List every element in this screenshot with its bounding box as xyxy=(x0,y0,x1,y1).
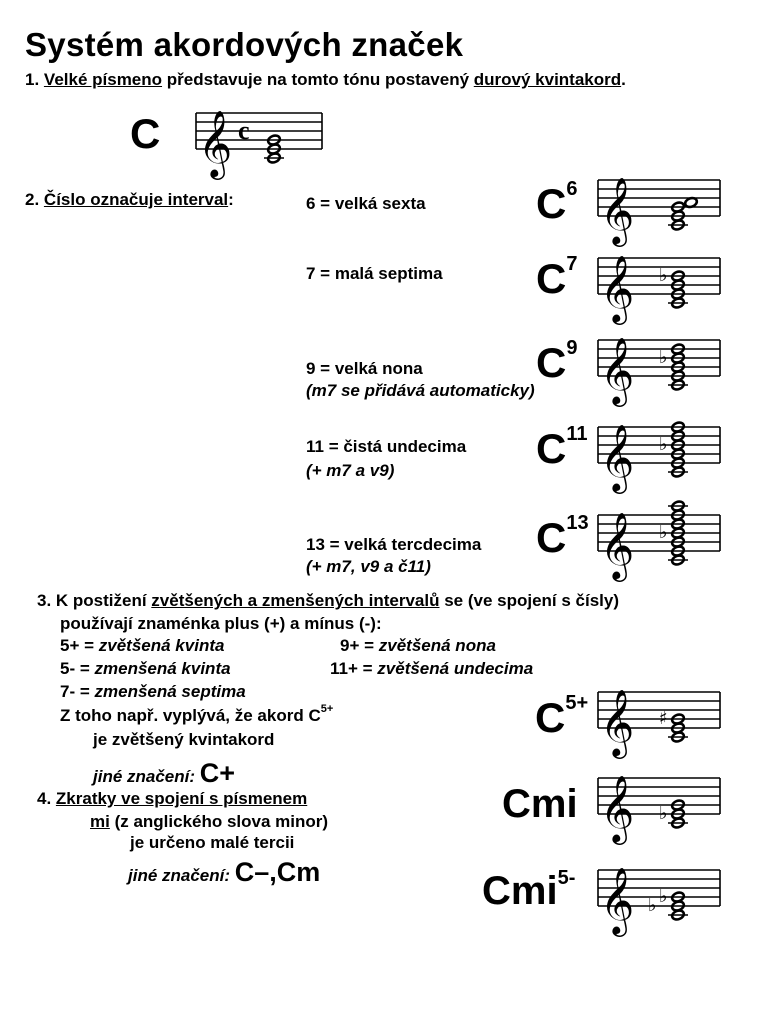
term-zkratky: Zkratky ve spojení s písmenem xyxy=(55,789,308,808)
def-11-plus xyxy=(330,659,533,679)
section-3-line-1 xyxy=(37,591,619,611)
chord-c6-sup: 6 xyxy=(566,178,578,200)
example-sup: 5+ xyxy=(320,703,334,715)
def-7-minus-sym: 7- = xyxy=(60,682,95,701)
flat-icon: ♭ xyxy=(659,522,668,543)
interval-9-note: (m7 se přidává automaticky) xyxy=(306,381,535,400)
def-7-minus xyxy=(60,682,246,702)
chord-c9-letter: C xyxy=(536,339,567,386)
chord-c7-sup: 7 xyxy=(566,253,578,275)
chord-cmi5minus-symbol xyxy=(482,869,575,914)
interval-9-text: 9 = velká nona xyxy=(306,359,423,378)
chord-cmi5minus-sup: 5- xyxy=(557,867,576,889)
alt-aug-label: jiné značení: xyxy=(93,767,200,786)
term-mi: mi xyxy=(90,812,110,831)
chord-cmi-symbol: Cmi xyxy=(502,782,578,826)
chord-c11-letter: C xyxy=(536,425,567,472)
staff-c-diminished xyxy=(594,848,724,933)
chord-c6-letter: C xyxy=(536,180,567,227)
flat-icon: ♭ xyxy=(659,347,668,368)
chord-c13-sup: 13 xyxy=(566,512,589,534)
chord-c11-symbol xyxy=(536,425,588,473)
staff-c11 xyxy=(594,405,724,490)
interval-6-text: 6 = velká sexta xyxy=(306,194,426,213)
staff-c13 xyxy=(594,493,724,578)
interval-7-text: 7 = malá septima xyxy=(306,264,443,283)
def-5-minus-desc: zmenšená kvinta xyxy=(94,659,231,678)
treble-clef-icon: 𝄞 xyxy=(600,688,635,756)
section-1-text xyxy=(25,70,626,90)
section-1-end: . xyxy=(621,70,626,89)
chord-c7-symbol xyxy=(536,255,577,303)
section-4-number: 4. xyxy=(37,789,56,808)
alt-minor-label: jiné značení: xyxy=(128,866,235,885)
chord-c13-letter: C xyxy=(536,514,567,561)
interval-13-text: 13 = velká tercdecima xyxy=(306,535,482,554)
staff-c-minor xyxy=(594,756,724,841)
def-5-minus-sym: 5- = xyxy=(60,659,95,678)
staff-c-major-common-time xyxy=(192,95,327,175)
treble-clef-icon: 𝄞 xyxy=(600,774,635,842)
term-durovy-kvintakord: durový kvintakord xyxy=(473,70,622,89)
chord-symbol-c: C xyxy=(130,110,161,157)
chord-c7-letter: C xyxy=(536,255,567,302)
example-text: Z toho např. vyplývá, že akord C xyxy=(60,706,321,725)
chord-c9-symbol xyxy=(536,339,577,387)
chord-c5plus-letter: C xyxy=(535,694,566,741)
flat-icon: ♭ xyxy=(648,895,657,916)
def-9-plus-desc: zvětšená nona xyxy=(378,636,496,655)
section-3-line-2: používají znaménka plus (+) a mínus (-): xyxy=(60,614,382,633)
interval-13-note: (+ m7, v9 a č11) xyxy=(306,557,431,576)
term-cislo-oznacuje-interval: Číslo označuje interval xyxy=(43,190,229,209)
alt-notation-aug xyxy=(93,758,235,789)
section-1-mid: představuje na tomto tónu postavený xyxy=(162,70,474,89)
page-title: Systém akordových značek xyxy=(25,26,464,63)
treble-clef-icon: 𝄞 xyxy=(600,511,635,579)
treble-clef-icon: 𝄞 xyxy=(198,109,233,177)
term-velke-pismeno: Velké písmeno xyxy=(43,70,163,89)
example-line-2: je zvětšený kvintakord xyxy=(93,730,275,749)
section-4-minor: (z anglického slova minor) xyxy=(109,812,329,831)
staff-c7 xyxy=(594,236,724,321)
flat-icon: ♭ xyxy=(659,886,668,907)
treble-clef-icon: 𝄞 xyxy=(600,254,635,322)
treble-clef-icon: 𝄞 xyxy=(600,176,635,244)
section-4-line-2 xyxy=(90,812,328,832)
chord-cmi5minus-letters: Cmi xyxy=(482,869,558,913)
chord-c13-symbol xyxy=(536,514,589,562)
section-3-intro: 3. K postižení xyxy=(37,591,152,610)
flat-icon: ♭ xyxy=(659,265,668,286)
term-zvetsenych-zmensenych: zvětšených a zmenšených intervalů xyxy=(151,591,440,610)
interval-11-text: 11 = čistá undecima xyxy=(306,437,467,456)
alt-notation-minor xyxy=(128,857,320,888)
chord-c9-sup: 9 xyxy=(566,337,578,359)
section-2-colon: : xyxy=(228,190,234,209)
chord-c5plus-sup: 5+ xyxy=(565,692,589,714)
common-time-icon: c xyxy=(238,116,250,145)
def-5-plus-sym: 5+ = xyxy=(60,636,99,655)
sharp-icon: ♯ xyxy=(659,708,668,729)
treble-clef-icon: 𝄞 xyxy=(600,423,635,491)
staff-c9 xyxy=(594,318,724,403)
treble-clef-icon: 𝄞 xyxy=(600,866,635,934)
def-5-plus xyxy=(60,636,224,656)
def-7-minus-desc: zmenšená septima xyxy=(94,682,246,701)
treble-clef-icon: 𝄞 xyxy=(600,336,635,404)
chord-c11-sup: 11 xyxy=(566,423,588,445)
chord-c6-symbol xyxy=(536,180,577,228)
section-1-number: 1. xyxy=(25,70,40,89)
section-2-number: 2. xyxy=(25,190,40,209)
alt-minor-value: C–,Cm xyxy=(234,857,321,887)
section-4-line-1 xyxy=(37,789,307,809)
flat-icon: ♭ xyxy=(659,434,668,455)
flat-icon: ♭ xyxy=(659,803,668,824)
staff-c-augmented xyxy=(594,670,724,755)
def-11-plus-sym: 11+ = xyxy=(330,659,378,678)
def-5-minus xyxy=(60,659,231,679)
chord-c5plus-symbol xyxy=(535,694,588,742)
def-9-plus xyxy=(340,636,496,656)
alt-aug-value: C+ xyxy=(199,758,236,788)
section-2-heading xyxy=(25,190,234,210)
def-9-plus-sym: 9+ = xyxy=(340,636,379,655)
def-5-plus-desc: zvětšená kvinta xyxy=(98,636,225,655)
def-11-plus-desc: zvětšená undecima xyxy=(377,659,534,678)
section-3-tail: se (ve spojení s čísly) xyxy=(439,591,620,610)
staff-c6 xyxy=(594,158,724,243)
example-line-1 xyxy=(60,703,334,726)
section-4-line-3: je určeno malé tercii xyxy=(130,833,295,852)
interval-11-note: (+ m7 a v9) xyxy=(306,461,395,480)
